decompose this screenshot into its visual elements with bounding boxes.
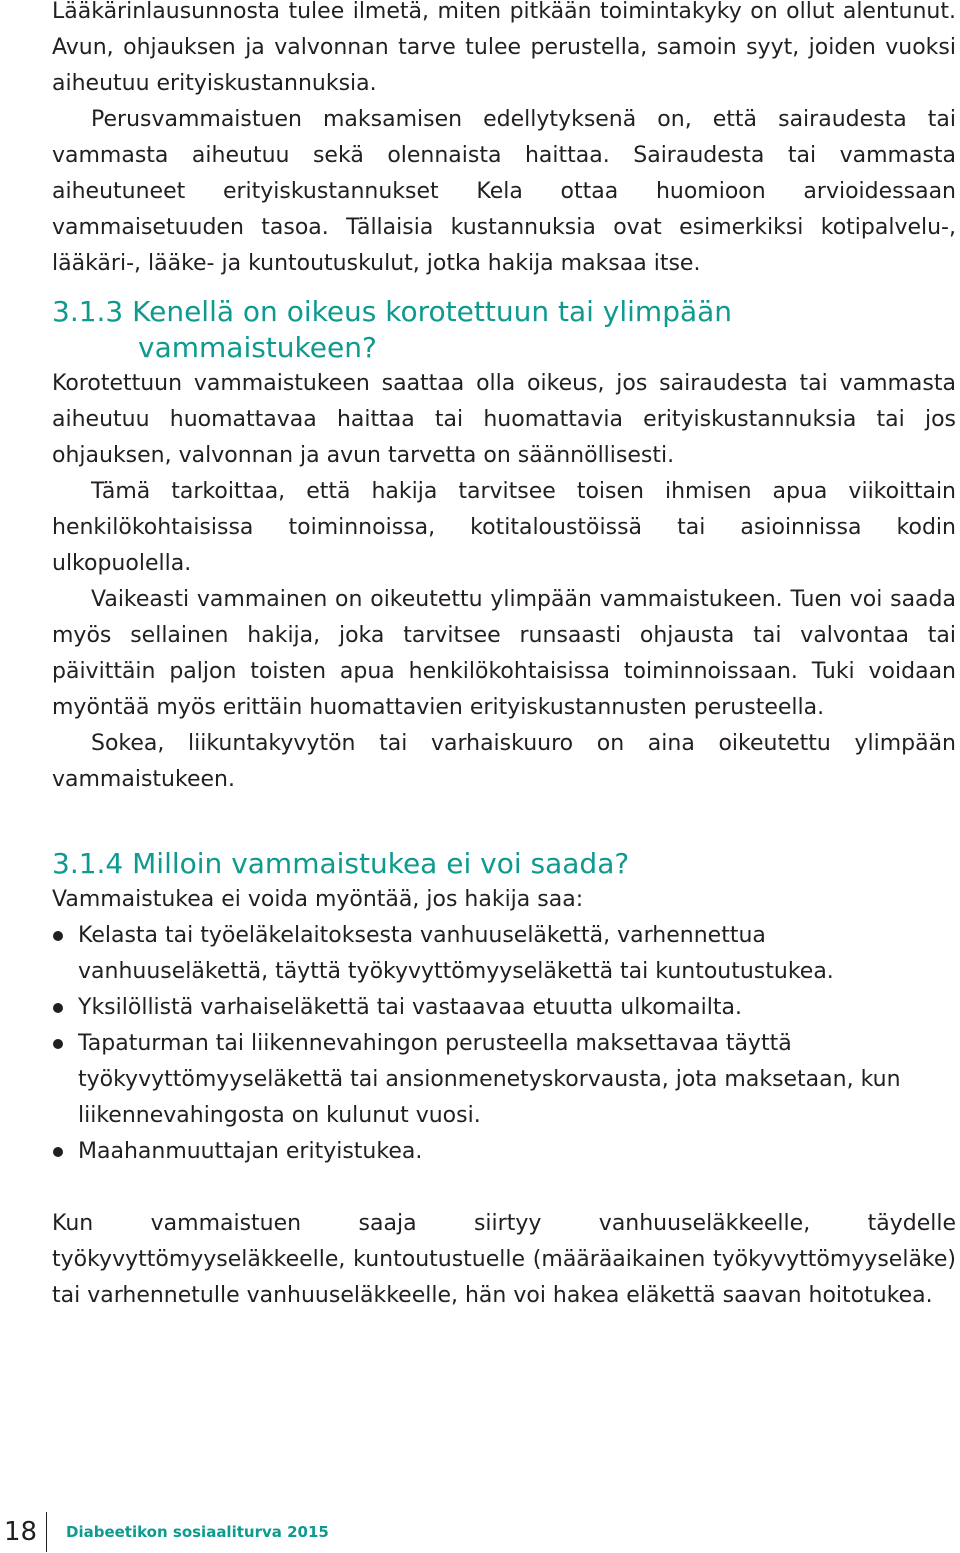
page-number: 18 bbox=[4, 1517, 38, 1547]
list-item: Tapaturman tai liikennevahingon perusteella maksettavaa täyttä työkyvyttömyyseläkettä tai ansionmenetyskorvausta, jota maksetaan, kun liikennevahingosta on kulunut vuosi. bbox=[52, 1026, 956, 1134]
list-item: Maahanmuuttajan erityistukea. bbox=[52, 1134, 956, 1170]
bullet-icon bbox=[53, 1147, 63, 1157]
publication-title: Diabeetikon sosiaaliturva 2015 bbox=[66, 1523, 329, 1541]
section-313-paragraph-3: Vaikeasti vammainen on oikeutettu ylimpään vammaistukeen. Tuen voi saada myös sellainen hakija, joka tarvitsee runsaasti ohjausta tai valvontaa tai päivittäin paljon toisten apua henkilökohtaisissa toiminnoissaan. Tuki voidaan myöntää myös erittäin huomattavien erityiskustannusten perusteella. bbox=[52, 587, 956, 720]
footer-divider bbox=[46, 1512, 47, 1552]
ineligibility-list bbox=[52, 918, 956, 1170]
section-heading-3-1-4: 3.1.4 Milloin vammaistukea ei voi saada? bbox=[52, 847, 630, 880]
bullet-icon bbox=[53, 1039, 63, 1049]
intro-paragraph-1: Lääkärinlausunnosta tulee ilmetä, miten pitkään toimintakyky on ollut alentunut. Avun, ohjauksen ja valvonnan tarve tulee perustella, samoin syyt, joiden vuoksi aiheutuu erityiskustannuksia. bbox=[52, 0, 956, 96]
page-footer bbox=[0, 1512, 329, 1552]
intro-paragraph-2: Perusvammaistuen maksamisen edellytyksenä on, että sairaudesta tai vammasta aiheutuu sekä olennaista haittaa. Sairaudesta tai vammasta aiheutuneet erityiskustannukset Kela ottaa huomioon arvioidessaan vammaisetuuden tasoa. Tällaisia kustannuksia ovat esimerkiksi kotipalvelu-, lääkäri-, lääke- ja kuntoutuskulut, jotka hakija maksaa itse. bbox=[52, 107, 956, 276]
section-313-paragraph-2: Tämä tarkoittaa, että hakija tarvitsee toisen ihmisen apua viikoittain henkilökohtaisissa toiminnoissa, kotitaloustöissä tai asioinnissa kodin ulkopuolella. bbox=[52, 479, 956, 576]
bullet-icon bbox=[53, 931, 63, 941]
bullet-icon bbox=[53, 1003, 63, 1013]
section-313-paragraph-1: Korotettuun vammaistukeen saattaa olla oikeus, jos sairaudesta tai vammasta aiheutuu huomattavaa haittaa tai huomattavia erityiskustannuksia tai jos ohjauksen, valvonnan ja avun tarvetta on säännöllisesti. bbox=[52, 371, 956, 468]
section-313-paragraph-4: Sokea, liikuntakyvytön tai varhaiskuuro on aina oikeutettu ylimpään vammaistukeen. bbox=[52, 731, 956, 792]
document-body bbox=[52, 0, 956, 1314]
list-item: Yksilöllistä varhaiseläkettä tai vastaavaa etuutta ulkomailta. bbox=[52, 990, 956, 1026]
list-item: Kelasta tai työeläkelaitoksesta vanhuuseläkettä, varhennettua vanhuuseläkettä, täyttä työkyvyttömyyseläkettä tai kuntoutustukea. bbox=[52, 918, 956, 990]
section-314-intro: Vammaistukea ei voida myöntää, jos hakija saa: bbox=[52, 887, 584, 912]
section-314-closing: Kun vammaistuen saaja siirtyy vanhuuseläkkeelle, täydelle työkyvyttömyyseläkkeelle, kuntoutustuelle (määräaikainen työkyvyttömyyseläke) tai varhennetulle vanhuuseläkkeelle, hän voi hakea eläkettä saavan hoitotukea. bbox=[52, 1211, 956, 1308]
section-heading-3-1-3: 3.1.3 Kenellä on oikeus korotettuun tai ylimpään vammaistukeen? bbox=[52, 295, 733, 364]
